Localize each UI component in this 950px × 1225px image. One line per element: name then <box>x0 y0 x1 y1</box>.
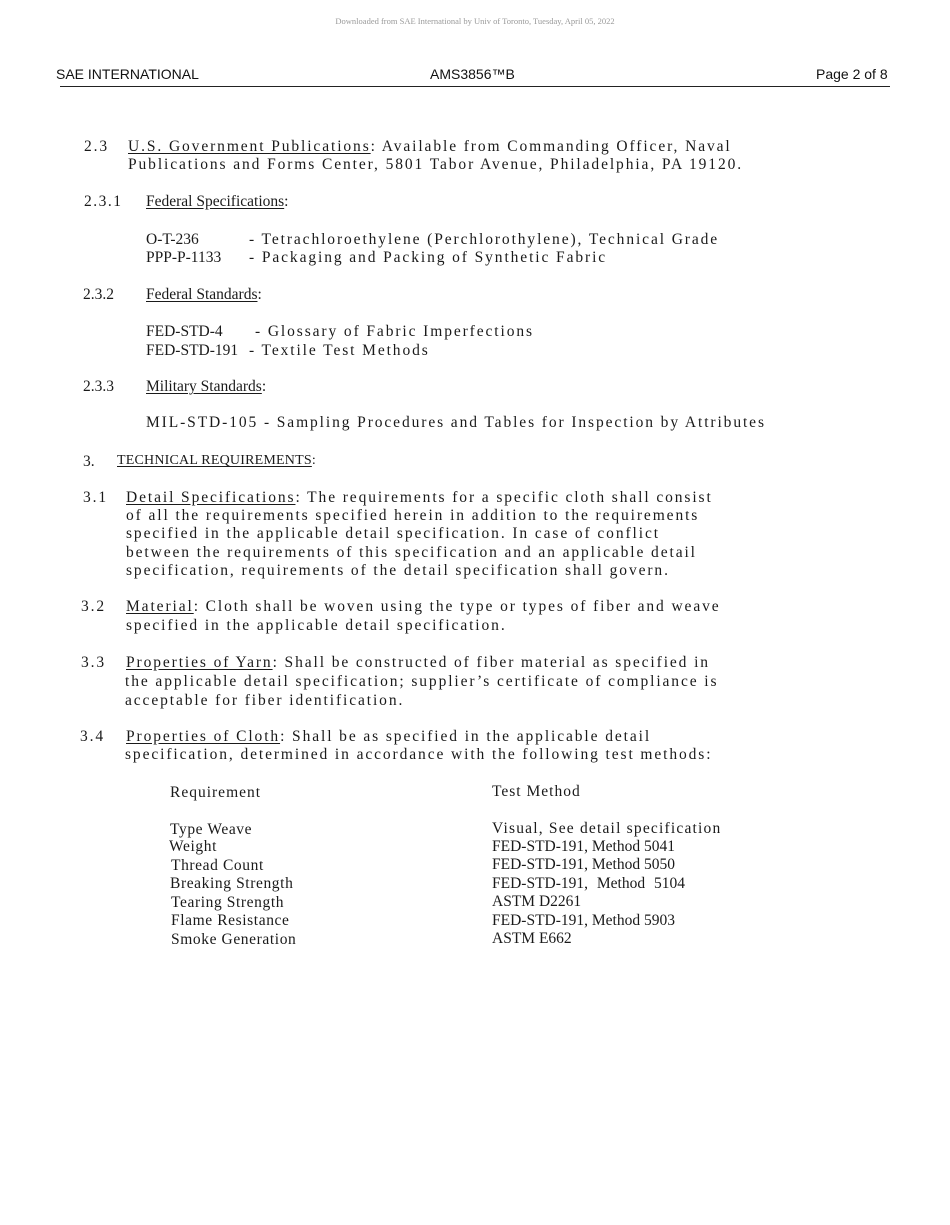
section-3-number: 3. <box>83 453 95 470</box>
section-2-3-1-heading: Federal Specifications: <box>146 193 289 210</box>
spec-desc: - Tetrachloroethylene (Perchlorothylene), Technical Grade <box>249 231 720 248</box>
table-header-requirement: Requirement <box>170 784 262 801</box>
section-2-3-3-title: Military Standards <box>146 378 262 395</box>
section-3-4-line-1: Properties of Cloth: Shall be as specified in the applicable detail <box>126 728 652 745</box>
section-3-4-title: Properties of Cloth <box>126 728 281 745</box>
section-3-4-line-2: specification, determined in accordance with the following test methods: <box>125 746 713 763</box>
section-3-1-line-5: specification, requirements of the detail specification shall govern. <box>126 562 670 579</box>
table-cell-test-method: FED-STD-191, Method 5050 <box>492 856 675 873</box>
section-3-1-line-1: Detail Specifications: The requirements for a specific cloth shall consist <box>126 489 713 506</box>
military-standard-item: MIL-STD-105 - Sampling Procedures and Tables for Inspection by Attributes <box>146 414 766 431</box>
spec-code: PPP-P-1133 <box>146 249 222 266</box>
table-cell-requirement: Weight <box>169 838 217 855</box>
section-3-2-number: 3.2 <box>81 598 107 615</box>
header-rule <box>60 86 890 87</box>
table-cell-requirement: Thread Count <box>171 857 264 874</box>
section-2-3-1-title: Federal Specifications <box>146 193 285 210</box>
section-2-3-3-number: 2.3.3 <box>83 378 114 395</box>
standard-desc: - Textile Test Methods <box>249 342 430 359</box>
standard-code: FED-STD-191 <box>146 342 239 359</box>
section-2-3-line-1 <box>128 138 732 156</box>
download-watermark: Downloaded from SAE International by Univ of Toronto, Tuesday, April 05, 2022 <box>335 16 615 26</box>
table-cell-test-method: FED-STD-191, Method 5104 <box>492 875 685 892</box>
section-3-1-line-3: specified in the applicable detail specification. In case of conflict <box>126 525 660 542</box>
section-2-3-3-heading: Military Standards: <box>146 378 267 395</box>
table-cell-test-method: ASTM E662 <box>492 930 572 947</box>
table-cell-requirement: Type Weave <box>170 821 253 838</box>
section-3-3-line-2: the applicable detail specification; supplier’s certificate of compliance is <box>125 673 719 690</box>
table-cell-test-method: ASTM D2261 <box>492 893 582 910</box>
section-2-3-text-1: : Available from Commanding Officer, Naval <box>370 138 732 155</box>
table-cell-requirement: Breaking Strength <box>170 875 294 892</box>
section-3-3-title: Properties of Yarn <box>126 654 273 671</box>
section-3-3-number: 3.3 <box>81 654 107 671</box>
table-cell-test-method: FED-STD-191, Method 5903 <box>492 912 675 929</box>
section-3-heading: TECHNICAL REQUIREMENTS: <box>117 453 316 468</box>
section-3-1-number: 3.1 <box>83 489 109 506</box>
spec-code: O-T-236 <box>146 231 199 248</box>
section-3-1-line-4: between the requirements of this specification and an applicable detail <box>126 544 697 561</box>
header-organization: SAE INTERNATIONAL <box>56 66 199 82</box>
section-3-1-line-2: of all the requirements specified herein in addition to the requirements <box>126 507 700 524</box>
section-3-2-title: Material <box>126 598 194 615</box>
table-cell-test-method: FED-STD-191, Method 5041 <box>492 838 675 855</box>
section-2-3-title: U.S. Government Publications <box>128 138 371 155</box>
table-cell-requirement: Flame Resistance <box>171 912 290 929</box>
section-2-3-line-2: Publications and Forms Center, 5801 Tabor Avenue, Philadelphia, PA 19120. <box>128 156 744 173</box>
section-2-3-number: 2.3 <box>84 138 110 155</box>
table-cell-requirement: Smoke Generation <box>171 931 297 948</box>
standard-code: FED-STD-4 <box>146 323 223 340</box>
section-3-1-title: Detail Specifications <box>126 489 296 506</box>
table-cell-requirement: Tearing Strength <box>171 894 285 911</box>
standard-desc: - Glossary of Fabric Imperfections <box>255 323 534 340</box>
section-3-2-line-2: specified in the applicable detail specification. <box>126 617 507 634</box>
section-3-2-line-1: Material: Cloth shall be woven using the type or types of fiber and weave <box>126 598 721 615</box>
section-2-3-1-number: 2.3.1 <box>84 193 123 210</box>
section-3-4-number: 3.4 <box>80 728 106 745</box>
table-cell-test-method: Visual, See detail specification <box>492 820 722 837</box>
section-2-3-2-heading: Federal Standards: <box>146 286 262 303</box>
header-page-number: Page 2 of 8 <box>816 66 888 82</box>
header-document-id: AMS3856™B <box>430 66 515 82</box>
section-3-3-line-3: acceptable for fiber identification. <box>125 692 405 709</box>
section-2-3-2-number: 2.3.2 <box>83 286 114 303</box>
section-2-3-2-title: Federal Standards <box>146 286 258 303</box>
section-3-3-line-1: Properties of Yarn: Shall be constructed of fiber material as specified in <box>126 654 710 671</box>
table-header-test-method: Test Method <box>492 783 581 800</box>
section-3-title: TECHNICAL REQUIREMENTS <box>117 453 312 468</box>
spec-desc: - Packaging and Packing of Synthetic Fabric <box>249 249 608 266</box>
